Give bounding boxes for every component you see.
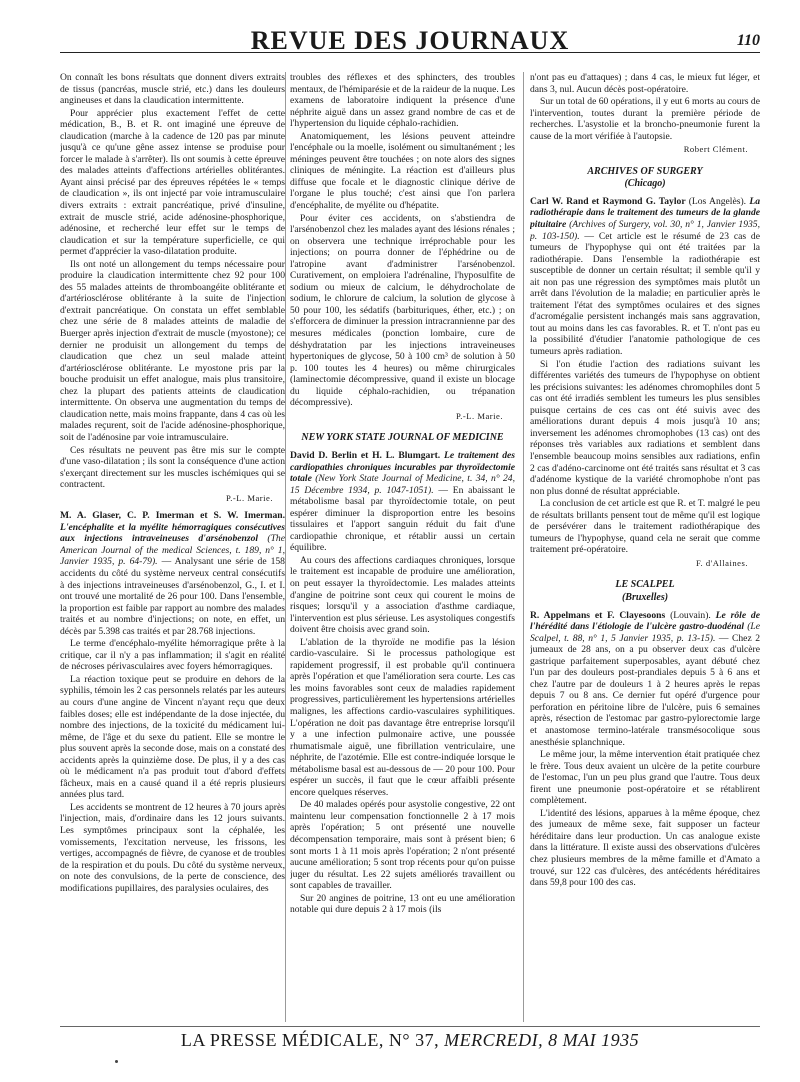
journal-heading: NEW YORK STATE JOURNAL OF MEDICINE [301,432,504,444]
paragraph: Si l'on étudie l'action des radiations suivant les différentes variétés des tumeurs de l'hypophyse on obtient les précisions suivantes: les adénomes chromophiles dont 5 cas ont été irradiés semblent les tumeurs les plus sensibles puisque certains de ces cas ont été suivis avec des améliorations durant depuis 4 mois jusqu'à 10 ans; inversement les adénomes chromophobes (13 cas) ont des réponses très variables aux radiations et semblent dans l'ensemble beaucoup moins sensibles aux radiations, enfin 2 cas d'adéno-carcinome ont été traités sans résultat et 3 cas d'adénome kystique de la variété chromophobe n'ont pas non plus donné de résultat appréciable. [530,358,760,497]
paragraph: Pour apprécier plus exactement l'effet de cette médication, B., B. et R. ont imaginé une épreuve de claudication (marche à la cadence de 120 pas par minute jusqu'à ce qu'une gêne assez intense se produise pour forcer le malade à s'arrêter). Ils ont soumis à cette épreuve des malades atteints d'affections artérielles oblitérantes. Ayant ainsi précisé par des épreuves répétées le « temps de claudication », ils ont injecté par voie intramusculaire divers extraits : extrait pancréatique, privé d'insuline, extrait de muscle strié, acide adénosine-phosphorique, adénosine, et recherché leur effet sur le temps de claudication et sur la température superficielle, ce qui permet d'apprécier la vaso-dilatation produite. [60,107,285,258]
article-header [60,510,285,637]
paragraph: Les accidents se montrent de 12 heures à 70 jours après l'injection, mais, d'ordinaire dans les 12 jours suivants. Les symptômes principaux sont la céphalée, les vomissements, l'excitation nerveuse, les frissons, les vertiges, accompagnés de fièvre, de cyanose et de troubles de la respiration et du pouls. Du côté du système nerveux, on note des convulsions, de la perte de conscience, des modifications pupillaires, des paralysies oculaires, des [60,801,285,894]
paragraph: troubles des réflexes et des sphincters, des troubles mentaux, de l'hémiparésie et de la raideur de la nuque. Les examens de laboratoire indiquent la présence d'une néphrite aiguë dans un assez grand nombre de cas et de l'hypertension du liquide céphalo-rachidien. [290,72,515,130]
signature: P.-L. Marie. [455,410,503,421]
article-title: Le rôle de l'hérédité dans l'étiologie de l'ulcère gastro-duodénal [530,609,760,633]
paragraph: Le terme d'encéphalo-myélite hémorragique prête à la critique, car il n'y a pas inflammation; il s'agit en réalité de nécroses périvasculaires avec foyers hémorragiques. [60,638,285,673]
article-authors: R. Appelmans et F. Clayesoons [530,609,671,621]
page-number: 110 [736,32,760,49]
article-authors: David D. Berlin et H. L. Blumgart. [290,449,444,461]
article-header [530,196,760,358]
article-reference: (Archives of Surgery, vol. 30, n° 1, Janvier 1935, p. 103-150). [530,219,760,242]
journal-heading: LE SCALPEL [615,579,675,591]
article-title: Le traitement des cardiopathies chroniques incurables par thyroïdectomie totale [290,449,515,485]
paragraph: Pour éviter ces accidents, on s'abstiendra de l'arsénobenzol chez les malades ayant des lésions rénales ; on observera une technique irréprochable pour les injections; on pourra donner de l'éphédrine ou de l'atropine avant d'administrer l'arsénobenzol. Curativement, on emploiera l'adrénaline, l'hyposulfite de sodium ou mieux de calcium, le déhydrocholate de sodium, le chlorure de calcium, la solution de glycose à 50 pour 100, les sédatifs (barbituriques, éther, etc.) ; on s'efforcera de diminuer la pression intracrannienne par des mesures médicales (ponction lombaire, cure de déshydratation par les injections intraveineuses hypertoniques de glycose, 50 à 100 cm³ de solution à 50 p. 100 toutes les 4 heures) ou même chirurgicales (laminectomie décompressive, quand il existe un blocage du liquide céphalo-rachidien, ou trépanation décompressive). [290,212,515,409]
paragraph: La réaction toxique peut se produire en dehors de la syphilis, témoin les 2 cas personnels relatés par les auteurs au cours d'une angine de Vincent n'ayant reçu que deux faibles doses; elle est indépendante de la dose injectée, du nombre des injections, de la toxicité du médicament lui-même, de l'âge et du sexe du patient. Elle se montre le plus souvent après la seconde dose, mais on a constaté des accidents après la quinzième dose. De plus, il y a des cas où le médicament n'a pas produit tout d'abord d'effets fâcheux, mais en a causé quand il a été repris plusieurs années plus tard. [60,673,285,801]
article-body: — Analysant une série de 158 accidents du côté du système nerveux central consécutifs à des injections intraveineuses d'arsénobenzol, G., I. et I. ont trouvé une mortalité de 26 pour 100. Dans l'ensemble, la proportion est faible par rapport au nombre des malades traités et au nombre d'injections; on note, en effet, un décès par 5.398 cas traités et par 28.768 injections. [60,556,285,637]
paragraph: Ils ont noté un allongement du temps nécessaire pour produire la claudication intermittente chez 92 pour 100 des 55 malades atteints de thromboangéite oblitérante et d'artériosclérose oblitérante à la suite de l'injection d'extrait pancréatique. On constata un effet semblable chez une série de 8 malades atteints de maladie de Buerger après injection d'extrait de muscle (myostone); ce dernier ne produisit un allongement du temps de claudication que chez un seul malade atteint d'artériosclérose oblitérante. Le myostone pris par la bouche produisit un effet analogue, mais plus transitoire, chez la plupart des patients atteints de claudication intermittente. On observa une augmentation du temps de claudication nette, mais moins frappante, dans 4 cas où les malades reçurent, soit de l'acide adénosine-phosphorique, soit de l'adénosine par voie intramusculaire. [60,258,285,443]
article-place: (Louvain). [670,609,716,621]
paragraph: Ces résultats ne peuvent pas être mis sur le compte d'une vaso-dilatation ; ils sont la conséquence d'une action s'exerçant directement sur les muscles ischémiques qui se contractent. [60,444,285,491]
article-header [290,450,515,554]
article-title: L'encéphalite et la myélite hémorragiques consécutives aux injections intraveineuses d'arsénobenzol [60,521,285,545]
signature: Robert Clément. [683,144,748,155]
paragraph: Anatomiquement, les lésions peuvent atteindre l'encéphale ou la moelle, isolément ou simultanément ; les méninges peuvent être touchées ; on note alors des signes cliniques de méningite. La réaction est d'ailleurs plus diffuse que focale et le diagnostic clinique dérive de l'organe le plus touché; c'est ainsi que l'on parlera d'encéphalite, de myélite ou d'hépatite. [290,130,515,212]
article-body: — Chez 2 jumeaux de 28 ans, on a pu observer deux cas d'ulcère gastrique parfaitement superposables, ayant débuté chez l'un par des douleurs post-prandiales depuis 5 à 6 ans et chez l'autre par de douleurs 1 à 2 heures après le repas depuis 7 ou 8 ans. Ce dernier fut opéré d'urgence pour perforation en péritoine libre de l'ulcère, puis 6 semaines après, résection de l'estomac par gastro-pylorectomie large et anastomose termino-latérale transmésocolique sous anesthésie splanchnique. [530,632,760,748]
page-title: REVUE DES JOURNAUX [250,26,570,55]
paragraph: De 40 malades opérés pour asystolie congestive, 22 ont maintenu leur compensation fonctionnelle 2 à 17 mois après l'opération; 5 ont présenté une nouvelle décompensation temporaire, mais sont à présent bien; 6 sont morts 1 à 11 mois après l'opération; 2 n'ont présenté aucune amélioration; 5 sont trop récents pour qu'on puisse juger du résultat. Les 22 sujets améliorés travaillent ou sont capables de travailler. [290,799,515,892]
column-divider [523,72,524,1022]
column-divider [285,72,286,1022]
journal-location: (Chicago) [624,178,666,190]
article-authors: M. A. Glaser, C. P. Imerman et S. W. Imerman. [60,510,285,522]
column-1 [60,72,285,1022]
paragraph: La conclusion de cet article est que R. et T. malgré le peu de résultats brillants pensent tout de même qu'il est logique de persévérer dans le traitement radiothérapique des tumeurs de l'hypophyse, quand cela ne serait que comme traitement pré-opératoire. [530,498,760,556]
paragraph: L'ablation de la thyroïde ne modifie pas la lésion cardio-vasculaire. Si le processus pathologique est rapidement progressif, il est probable qu'il continuera après l'opération et que l'amélioration sera courte. Les cas les moins favorables sont ceux de maladies rapidement progressives, particulièrement les hypertensions artérielles malignes, les affections cardio-vasculaires syphilitiques. L'opération ne doit pas davantage être entreprise lorsqu'il y a une infection pulmonaire active, une poussée rhumatismale aiguë, une fibrillation ventriculaire, une néphrite, de l'azotémie. Elle est contre-indiquée lorsque le métabolisme basal est au-dessous de — 20 pour 100. Pour espérer un succès, il faut que le cœur affaibli présente encore quelques réserves. [290,636,515,798]
paragraph: n'ont pas eu d'attaques) ; dans 4 cas, le mieux fut léger, et dans 3, nul. Aucun décès post-opératoire. [530,72,760,95]
article-place: (Los Angelès). [688,195,750,207]
page-header [60,22,760,62]
page-footer [60,1030,760,1051]
article-title: La radiothérapie dans le traitement des tumeurs de la glande pituitaire [530,195,760,231]
footer-date: MERCREDI, 8 MAI 1935 [444,1030,640,1050]
paragraph: Sur un total de 60 opérations, il y eut 6 morts au cours de l'intervention, toutes durant la première période de recherches. L'asystolie et la broncho-pneumonie furent la cause de la mort vérifiée à l'autopsie. [530,96,760,142]
footer-publication: LA PRESSE MÉDICALE, N° 37, [180,1030,445,1050]
article-authors: Carl W. Rand et Raymond G. Taylor [530,195,689,207]
print-speck [115,1060,118,1063]
journal-heading: ARCHIVES OF SURGERY [587,165,703,177]
signature: F. d'Allaines. [695,557,748,568]
paragraph: L'identité des lésions, apparues à la même époque, chez des jumeaux de même sexe, fait supposer un facteur héréditaire dans leur production. Un cas analogue existe dans la littérature. Il existe aussi des observations d'ulcères chez plusieurs membres de la même famille et d'Amato a trouvé, sur 122 cas d'ulcères, des antécédents héréditaires dans 59,8 pour 100 des cas. [530,807,760,889]
footer-rule [60,1026,760,1027]
paragraph: Le même jour, la même intervention était pratiquée chez le frère. Tous deux avaient un ulcère de la petite courbure de l'estomac, l'un un peu plus grand que l'autre. Tous deux firent une pneumonie post-opératoire et se rétablirent complètement. [530,749,760,807]
article-reference: (The American Journal of the medical Sciences, t. 189, n° 1, Janvier 1935, p. 64-79). [60,533,285,568]
paragraph: On connaît les bons résultats que donnent divers extraits de tissus (pancréas, muscle strié, etc.) dans les douleurs angineuses et dans la claudication intermittente. [60,72,285,107]
article-body: — Cet article est le résumé de 23 cas de tumeurs de l'hypophyse qui ont été traitées par la radiothérapie. Dans l'ensemble la radiothérapie est susceptible de donner un certain résultat; il semble qu'il y ait non pas une régression des symptômes mais plutôt un arrêt dans l'évolution de la maladie; en particulier après le traitement l'état des symptômes oculaires et des signes d'acromégalie persistent inchangés mais sans aggravation, tout au moins dans les cas favorables. R. et T. n'ont pas eu la possibilité d'étudier l'anatomie pathologique de ces tumeurs après radiation. [530,230,760,358]
article-body: — En abaissant le métabolisme basal par thyroïdectomie totale, on peut espérer diminuer la disproportion entre les besoins tissulaires et l'apport sanguin réduit du fait d'une cardiopathie chronique, et rétablir aussi un certain équilibre. [290,484,515,554]
header-rule [60,52,760,53]
article-reference: (New York State Journal of Medicine, t. 34, n° 24, 15 Décembre 1934, p. 1047-1051). [290,473,515,496]
article-reference: (Le Scalpel, t. 88, n° 1, 5 Janvier 1935, p. 13-15). [530,621,760,644]
signature: P.-L. Marie. [225,492,273,503]
column-3 [530,72,760,1022]
article-header [530,610,760,749]
column-2 [290,72,515,1022]
paragraph: Sur 20 angines de poitrine, 13 ont eu une amélioration notable qui dure depuis 2 à 17 mois (ils [290,892,515,916]
journal-location: (Bruxelles) [621,591,669,603]
paragraph: Au cours des affections cardiaques chroniques, lorsque le traitement est incapable de produire une amélioration, on peut essayer la thyroïdectomie. Les malades atteints d'angine de poitrine sont ceux qui courent le moins de risques; lorsqu'il y a association d'asthme cardiaque, l'intervention est plus sérieuse. Les asystoliques congestifs doivent être choisis avec grand soin. [290,554,515,636]
